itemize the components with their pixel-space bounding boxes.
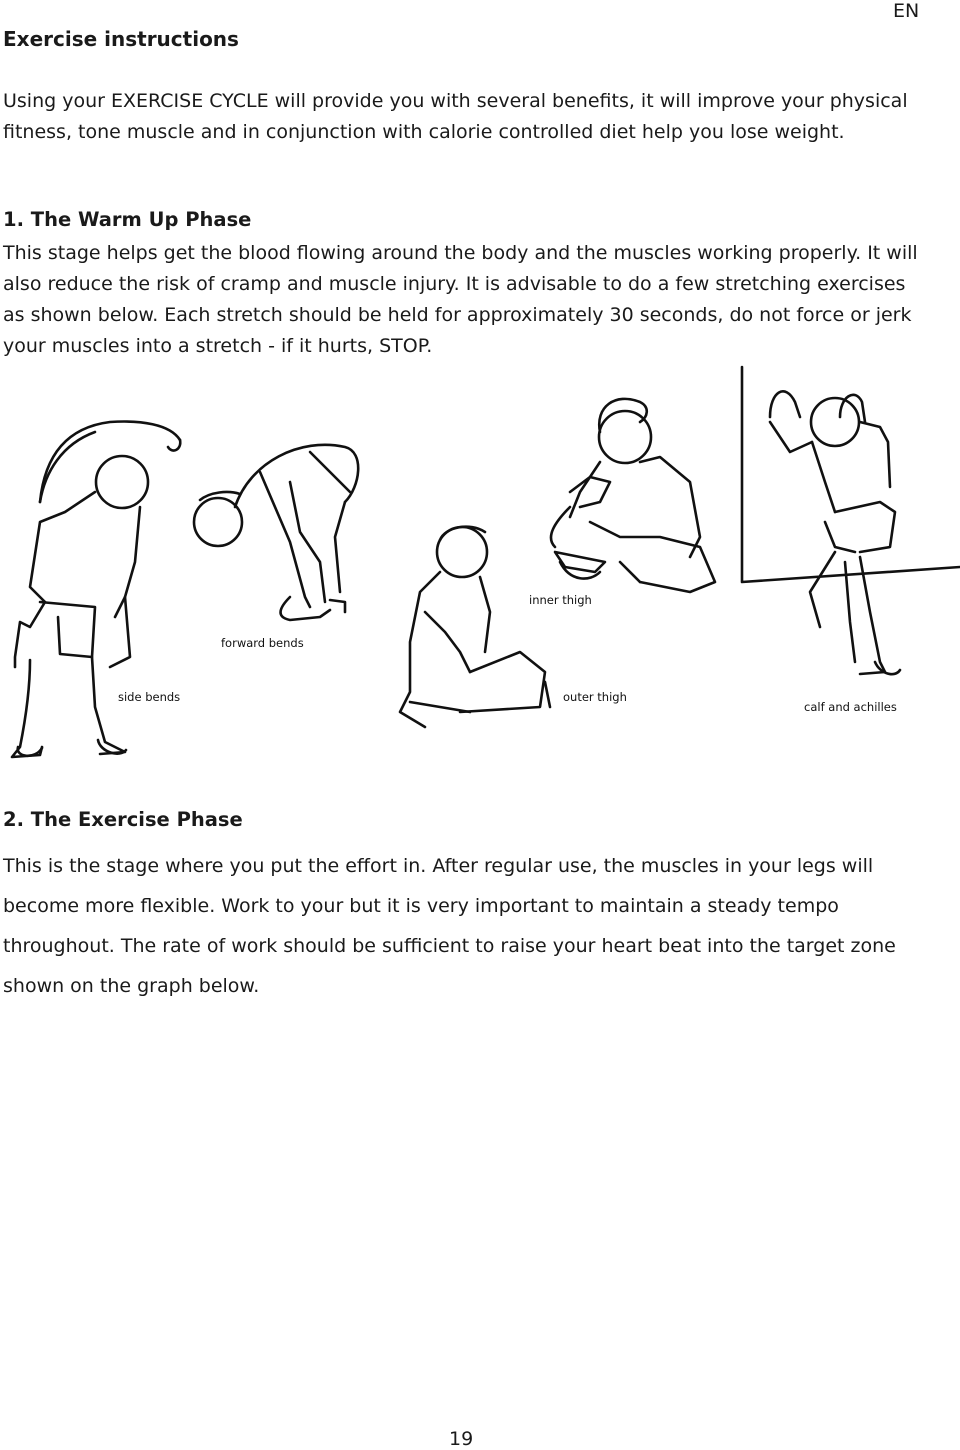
- stretch-illustrations: [0, 362, 960, 772]
- exercise-paragraph: This is the stage where you put the effort in. After regular use, the muscles in your legs will become more flexible. Work to your but it is very important to maintain a steady tempo throughout. The rate of work should be sufficient to raise your heart beat into the target zone shown on the graph below.: [3, 855, 896, 997]
- stretch-label-forward-bends: forward bends: [221, 636, 304, 650]
- stretch-label-side-bends: side bends: [118, 690, 181, 704]
- warm-up-paragraph: This stage helps get the blood flowing around the body and the muscles working properly. It will also reduce the risk of cramp and muscle injury. It is advisable to do a few stretching exercises as shown below. Each stretch should be held for approximately 30 seconds, do not force or jerk your muscles into a stretch - if it hurts, STOP.: [3, 242, 918, 357]
- outer-thigh-figure: [400, 527, 550, 727]
- page-title: Exercise instructions: [3, 27, 239, 51]
- side-bends-figure: [12, 422, 180, 757]
- inner-thigh-figure: [551, 399, 715, 592]
- language-code: EN: [893, 0, 920, 22]
- stretch-label-outer-thigh: outer thigh: [563, 690, 627, 704]
- exercise-heading: 2. The Exercise Phase: [3, 808, 243, 831]
- stretch-label-inner-thigh: inner thigh: [529, 593, 592, 607]
- calf-and-achilles-figure: [742, 367, 960, 674]
- forward-bends-figure: [194, 445, 358, 620]
- stretch-label-calf-and-achilles: calf and achilles: [804, 700, 897, 714]
- page-number: 19: [449, 1428, 474, 1450]
- warm-up-heading: 1. The Warm Up Phase: [3, 208, 252, 231]
- intro-paragraph: Using your EXERCISE CYCLE will provide you with several benefits, it will improve your physical fitness, tone muscle and in conjunction with calorie controlled diet help you lose weight.: [3, 90, 908, 143]
